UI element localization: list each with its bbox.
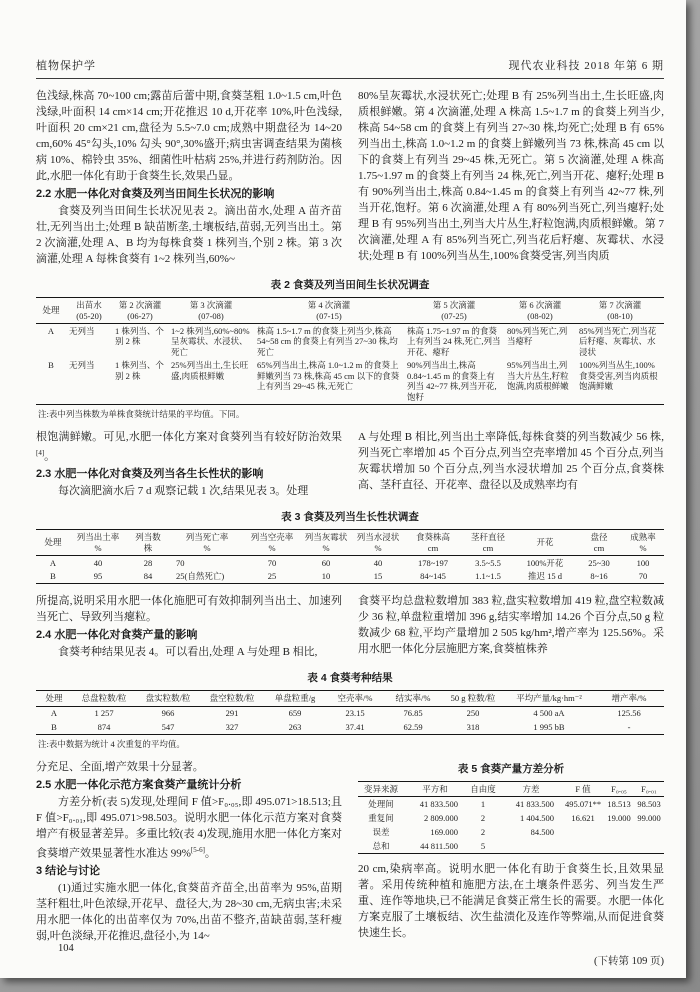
section-heading-2-4: 2.4 水肥一体化对食葵产量的影响 bbox=[36, 629, 198, 642]
paragraph: 所提高,说明采用水肥一体化施肥可有效抑制列当出土、加速列当死亡、导致列当瘪粒。 bbox=[36, 595, 342, 624]
reference-mark: [4] bbox=[36, 448, 45, 457]
table-2 bbox=[36, 297, 664, 405]
column-header: F₀.₀₁ bbox=[634, 781, 664, 797]
table-row bbox=[358, 797, 664, 812]
table-header-row bbox=[36, 530, 664, 556]
table-cell: 1 404.500 bbox=[520, 812, 554, 823]
table-row bbox=[36, 570, 664, 584]
table-5 bbox=[358, 781, 664, 855]
table-cell: 18.513 bbox=[607, 798, 631, 809]
table-cell: 495.071** bbox=[564, 798, 602, 809]
table-cell: B bbox=[50, 571, 56, 582]
paragraph: 分充足、全面,增产效果十分显著。 bbox=[36, 760, 204, 773]
column-header: 50 g 粒数/粒 bbox=[442, 691, 504, 707]
column-header: 处理 bbox=[36, 298, 66, 324]
paragraph: (1)通过实施水肥一体化,食葵苗齐苗全,出苗率为 95%,苗期茎秆粗壮,叶色浓绿,开花早、盘径大,为 28~30 cm,无病虫害;未采用水肥一体化的出苗率仅为 70%,出苗不整齐,苗缺苗弱,茎秆瘦弱,叶色淡绿,开花推迟,盘径小,为 14~ bbox=[36, 882, 342, 943]
table-cell: 85%列当死亡,列当花后籽瘪、灰霉状、水浸状 bbox=[579, 325, 657, 357]
table-row bbox=[36, 324, 664, 359]
table-cell: 291 bbox=[225, 708, 239, 719]
table-4-note: 注:表中数据为统计 4 次重复的平均值。 bbox=[38, 738, 185, 749]
column-header: 食葵株高 cm bbox=[404, 530, 462, 556]
table-cell: 95%列当出土,列当大片丛生,籽粒饱满,肉质根鲜嫩 bbox=[507, 360, 569, 391]
table-cell: 1 株列当、个别 2 株 bbox=[115, 325, 164, 346]
table-2-block bbox=[36, 277, 664, 420]
table-cell: 84.500 bbox=[530, 826, 554, 837]
paragraph: 方差分析(表 5)发现,处理间 F 值>F₀.₀₅,即 495.071>18.513;且 F 值>F₀.₀₁,即 495.071>98.503。说明水肥一体化示范方案对食葵增产有极显著差异。多重比较(表 4)发现,施用水肥一体化方案对食葵增产效果显著性水准达 99%[5-6]。 bbox=[36, 795, 342, 860]
paragraph: 食葵及列当田间生长状况见表 2。滴出苗水,处理 A 苗齐苗壮,无列当出土;处理 B 缺苗断垄,土壤板结,苗弱,无列当出土。第 2 次滴灌,处理 A、B 均为每株食葵 1 株列当,个别 2 株。第 3 次滴灌,处理 A 每株食葵有 1~2 株列当,60%~ bbox=[36, 205, 342, 265]
table-row bbox=[36, 359, 664, 405]
table-header-row bbox=[36, 691, 664, 707]
paragraph: 20 cm,染病率高。说明水肥一体化有助于食葵生长,且效果显著。采用传统种植和施肥方法,在土壤条件恶劣、列当发生严重、连作等地块,已不能满足食葵正常生长的需要。水肥一体化方案克服了土壤板结、次生盐渍化及连作等弊端,从而促进食葵快速生长。 bbox=[358, 863, 664, 940]
table-header-row bbox=[36, 298, 664, 324]
table-cell: 99.000 bbox=[637, 812, 661, 823]
table-cell: 处理间 bbox=[368, 798, 394, 809]
column-header: 第 3 次滴灌 (07-08) bbox=[168, 298, 254, 324]
table-cell bbox=[562, 839, 604, 854]
section-heading-2-3: 2.3 水肥一体化对食葵及列当各生长性状的影响 bbox=[36, 468, 264, 481]
table-cell: 659 bbox=[288, 708, 302, 719]
column-header: 列当死亡率 % bbox=[170, 530, 244, 556]
section-heading-3: 3 结论与讨论 bbox=[36, 865, 101, 878]
left-column bbox=[36, 88, 342, 267]
column-header: 自由度 bbox=[466, 781, 500, 797]
paragraph: 80%呈灰霉状,水浸状死亡;处理 B 有 25%列当出土,生长旺盛,肉质根鲜嫩。第 4 次滴灌,处理 A 株高 1.5~1.7 m 的食葵上列当少,株高 54~58 cm 的食葵上有列当 27~30 株,均死亡;处理 B 有 65%列当出土,株高 1.0~1.2 m 的食葵上鲜嫩列当 73 株,株高 45 cm 以下的食葵上有列当 29~45 株,无死亡。第 5 次滴灌,处理 A 株高 1.75~1.97 m 的食葵上有列当 24 株,死亡,列当开花、瘪籽;处理 B 有 90%列当出土,株高 0.84~1.45 m 的食葵上有列当 42~77 株,列当开花,饱籽。第 6 次滴灌,处理 A 有 80%列当死亡,列当瘪籽;处理 B 有 95%列当出土,列当大片丛生,籽粒饱满,肉质根鲜嫩。第 7 次滴灌,处理 A 有 85%列当死亡,列当花后籽瘪、灰霉状、水浸状;处理 B 有 100%列当丛生,100%食葵受害,列当肉质 bbox=[358, 90, 664, 262]
table-cell: A bbox=[47, 325, 55, 336]
table-cell: 重复间 bbox=[368, 812, 394, 823]
paragraph: 根饱满鲜嫩。可见,水肥一体化方案对食葵列当有较好防治效果[4]。 bbox=[36, 430, 342, 463]
continued-on-page-note: (下转第 109 页) bbox=[594, 956, 664, 968]
column-header: 方差 bbox=[500, 781, 562, 797]
table-4-block bbox=[36, 670, 664, 750]
right-column bbox=[358, 88, 664, 267]
table-cell: 70 bbox=[176, 557, 185, 568]
table-cell: 误差 bbox=[372, 826, 390, 837]
right-column bbox=[358, 759, 664, 969]
table-cell: 1.1~1.5 bbox=[475, 571, 501, 582]
table-cell: 2 bbox=[480, 826, 486, 837]
column-header: F 值 bbox=[562, 781, 604, 797]
table-cell: 1 株列当、个别 2 株 bbox=[115, 360, 164, 381]
table-cell: 100 bbox=[636, 557, 650, 568]
table-cell: 19.000 bbox=[607, 812, 631, 823]
table-5-title: 表 5 食葵产量方差分析 bbox=[457, 762, 565, 775]
column-header: 列当空壳率 % bbox=[244, 530, 300, 556]
table-row bbox=[358, 811, 664, 825]
table-cell: 25%列当出土,生长旺盛,肉质根鲜嫩 bbox=[171, 360, 249, 381]
table-row bbox=[358, 839, 664, 854]
table-cell: 37.41 bbox=[345, 721, 365, 732]
table-cell bbox=[562, 825, 604, 839]
table-cell: 84~145 bbox=[420, 571, 446, 582]
column-header: 第 6 次滴灌 (08-02) bbox=[504, 298, 576, 324]
table-cell: 966 bbox=[161, 708, 175, 719]
section-heading-2-2: 2.2 水肥一体化对食葵及列当田间生长状况的影响 bbox=[36, 188, 275, 200]
section-heading-2-5: 2.5 水肥一体化示范方案食葵产量统计分析 bbox=[36, 778, 242, 791]
table-cell: 250 bbox=[466, 708, 480, 719]
table-2-title: 表 2 食葵及列当田间生长状况调查 bbox=[270, 279, 430, 291]
column-header: F₀.₀₅ bbox=[604, 781, 634, 797]
right-column bbox=[358, 593, 664, 660]
column-header: 出苗水 (05-20) bbox=[66, 298, 112, 324]
column-header: 开花 bbox=[514, 530, 576, 556]
table-cell: 25 bbox=[267, 571, 277, 582]
table-cell: 95 bbox=[93, 571, 103, 582]
text-block-1 bbox=[36, 88, 664, 267]
text-block-4 bbox=[36, 759, 664, 969]
table-3 bbox=[36, 529, 664, 584]
table-cell: 90%列当出土,株高 0.84~1.45 m 的食葵上有列当 42~77 株,列当开花,饱籽 bbox=[407, 360, 497, 402]
table-cell: 125.56 bbox=[617, 708, 641, 719]
table-cell: 1 bbox=[480, 798, 486, 809]
column-header: 列当水浸状 % bbox=[352, 530, 404, 556]
running-header bbox=[36, 0, 664, 73]
paragraph: 每次滴肥滴水后 7 d 观察记载 1 次,结果见表 3。处理 bbox=[58, 485, 309, 498]
table-cell: 5 bbox=[480, 840, 486, 851]
column-header: 单盘粒重/g bbox=[264, 691, 326, 707]
column-header: 增产率/% bbox=[594, 691, 664, 707]
table-3-block bbox=[36, 509, 664, 584]
header-journal-issue: 现代农业科技 2018 年第 6 期 bbox=[508, 60, 664, 72]
left-column bbox=[36, 593, 342, 660]
table-cell: 总和 bbox=[372, 840, 390, 851]
page-content bbox=[36, 0, 664, 968]
table-cell: 263 bbox=[288, 721, 302, 732]
table-cell bbox=[634, 825, 664, 839]
table-cell: 4 500 aA bbox=[533, 708, 565, 719]
table-cell: 874 bbox=[97, 721, 111, 732]
table-cell: 推迟 15 d bbox=[527, 571, 562, 582]
table-cell: 41 833.500 bbox=[419, 798, 458, 809]
table-cell: 16.621 bbox=[571, 812, 595, 823]
column-header: 成熟率 % bbox=[622, 530, 664, 556]
column-header: 盘径 cm bbox=[576, 530, 622, 556]
table-cell: 无列当 bbox=[69, 325, 95, 336]
table-row bbox=[36, 706, 664, 720]
column-header: 盘实粒数/粒 bbox=[136, 691, 200, 707]
table-cell: 1~2 株列当,60%~80%呈灰霉状、水浸状、死亡 bbox=[171, 325, 250, 357]
column-header: 平均产量/kg·hm⁻² bbox=[504, 691, 594, 707]
paragraph: A 与处理 B 相比,列当出土率降低,每株食葵的列当数减少 56 株,列当死亡率增加 45 个百分点,列当空壳率增加 45 个百分点,列当灰霉状增加 50 个百分点,列当水浸状增加 25 个百分点,食葵株高、茎秆直径、开花率、盘径以及成熟率均有 bbox=[358, 430, 664, 491]
paragraph: 食葵平均总盘粒数增加 383 粒,盘实粒数增加 419 粒,盘空粒数减少 36 粒,单盘粒重增加 396 g,结实率增加 14.26 个百分点,50 g 粒数减少 68 粒,平均产量增加 2 505 kg/hm²,增产率为 125.56%。采用水肥一体化分层施肥方案,食葵植株养 bbox=[358, 595, 664, 656]
header-section-name: 植物保护学 bbox=[36, 60, 96, 72]
table-cell: 60 bbox=[321, 557, 331, 568]
table-row bbox=[358, 825, 664, 839]
column-header: 空壳率/% bbox=[326, 691, 384, 707]
table-cell: 40 bbox=[93, 557, 103, 568]
column-header: 第 4 次滴灌 (07-15) bbox=[254, 298, 404, 324]
table-cell: A bbox=[49, 557, 57, 568]
paragraph: 色浅绿,株高 70~100 cm;露苗后蕾中期,食葵茎粗 1.0~1.5 cm,叶色浅绿,叶面积 14 cm×14 cm;开花推迟 10 d,开花率 10%,叶色浅绿,叶面积 20 cm×21 cm,盘径为 5.5~7.0 cm;成熟中期盘径为 14~20 cm,60% 45°勾头,10% 勾头 90°,30%盛开;病虫害调查结果为菌核病 10%、棉铃虫 35%、细菌性叶枯病 25%,并进行药剂防治。因此,水肥一体化有助于食葵生长,效果凸显。 bbox=[36, 90, 342, 182]
column-header: 结实率/% bbox=[384, 691, 442, 707]
table-cell: 84 bbox=[143, 571, 153, 582]
table-cell: 10 bbox=[321, 571, 331, 582]
column-header: 列当灰霉状 % bbox=[300, 530, 352, 556]
table-cell: 1 257 bbox=[94, 708, 114, 719]
left-column bbox=[36, 429, 342, 500]
table-cell: 65%列当出土,株高 1.0~1.2 m 的食葵上鲜嫩列当 73 株,株高 45 cm 以下的食葵上有列当 29~45 株,无死亡 bbox=[257, 360, 400, 391]
table-header-row bbox=[358, 781, 664, 797]
table-cell bbox=[500, 839, 562, 854]
column-header: 第 2 次滴灌 (06-27) bbox=[112, 298, 168, 324]
table-cell: 70 bbox=[267, 557, 277, 568]
table-cell: 76.85 bbox=[403, 708, 423, 719]
column-header: 第 7 次滴灌 (08-10) bbox=[576, 298, 664, 324]
reference-mark: [5-6] bbox=[190, 845, 205, 854]
column-header: 茎秆直径 cm bbox=[462, 530, 514, 556]
table-cell: 327 bbox=[225, 721, 239, 732]
table-cell: 8~16 bbox=[590, 571, 608, 582]
table-row bbox=[36, 720, 664, 734]
table-4 bbox=[36, 690, 664, 735]
left-column bbox=[36, 759, 342, 969]
table-cell: A bbox=[50, 708, 58, 719]
table-cell: 41 833.500 bbox=[515, 798, 554, 809]
table-cell: 2 bbox=[480, 812, 486, 823]
column-header: 第 5 次滴灌 (07-25) bbox=[404, 298, 504, 324]
table-cell: 株高 1.5~1.7 m 的食葵上列当少,株高 54~58 cm 的食葵上有列当 27~30 株,均死亡 bbox=[257, 325, 398, 357]
header-rule bbox=[36, 78, 664, 79]
page-number: 104 bbox=[58, 943, 74, 954]
table-cell: 169.000 bbox=[430, 826, 458, 837]
column-header: 列当数 株 bbox=[126, 530, 170, 556]
column-header: 处理 bbox=[36, 530, 70, 556]
table-cell: 62.59 bbox=[403, 721, 423, 732]
table-cell: 40 bbox=[373, 557, 383, 568]
table-cell: 无列当 bbox=[69, 360, 95, 370]
table-cell bbox=[604, 839, 634, 854]
table-2-note: 注:表中列当株数为单株食葵统计结果的平均值。下同。 bbox=[38, 408, 245, 419]
column-header: 变异来源 bbox=[358, 781, 404, 797]
table-cell: 547 bbox=[161, 721, 175, 732]
column-header: 总盘粒数/粒 bbox=[72, 691, 136, 707]
table-cell: 25(自然死亡) bbox=[176, 571, 225, 582]
table-cell: 3.5~5.5 bbox=[475, 557, 501, 568]
table-cell: 23.15 bbox=[345, 708, 365, 719]
table-cell: 98.503 bbox=[637, 798, 661, 809]
table-cell: 100%列当丛生,100%食葵受害,列当肉质根饱满鲜嫩 bbox=[579, 360, 658, 391]
table-cell: B bbox=[48, 360, 54, 370]
table-4-title: 表 4 食葵考种结果 bbox=[307, 672, 393, 685]
table-cell: 318 bbox=[466, 721, 480, 732]
table-row bbox=[36, 556, 664, 570]
table-cell: 44 811.500 bbox=[420, 840, 458, 851]
table-cell: 70 bbox=[638, 571, 648, 582]
table-cell: 1 995 bB bbox=[533, 721, 565, 732]
column-header: 盘空粒数/粒 bbox=[200, 691, 264, 707]
table-cell: 100%开花 bbox=[526, 557, 564, 568]
table-cell bbox=[604, 825, 634, 839]
column-header: 平方和 bbox=[404, 781, 466, 797]
column-header: 处理 bbox=[36, 691, 72, 707]
table-cell: - bbox=[627, 721, 631, 732]
text-block-2 bbox=[36, 429, 664, 500]
table-3-title: 表 3 食葵及列当生长性状调查 bbox=[281, 511, 419, 524]
table-cell: 25~30 bbox=[588, 557, 610, 568]
column-header: 列当出土率 % bbox=[70, 530, 126, 556]
table-cell bbox=[634, 839, 664, 854]
table-cell: 2 809.000 bbox=[424, 812, 458, 823]
table-cell: B bbox=[51, 721, 57, 732]
paragraph: 食葵考种结果见表 4。可以看出,处理 A 与处理 B 相比, bbox=[58, 646, 318, 659]
table-cell: 15 bbox=[373, 571, 383, 582]
table-cell: 28 bbox=[143, 557, 153, 568]
right-column bbox=[358, 429, 664, 500]
table-cell: 178~197 bbox=[417, 557, 449, 568]
table-cell: 株高 1.75~1.97 m 的食葵上有列当 24 株,死亡,列当开花、瘪籽 bbox=[407, 325, 501, 357]
table-cell: 80%列当死亡,列当瘪籽 bbox=[507, 325, 568, 346]
text-block-3 bbox=[36, 593, 664, 660]
